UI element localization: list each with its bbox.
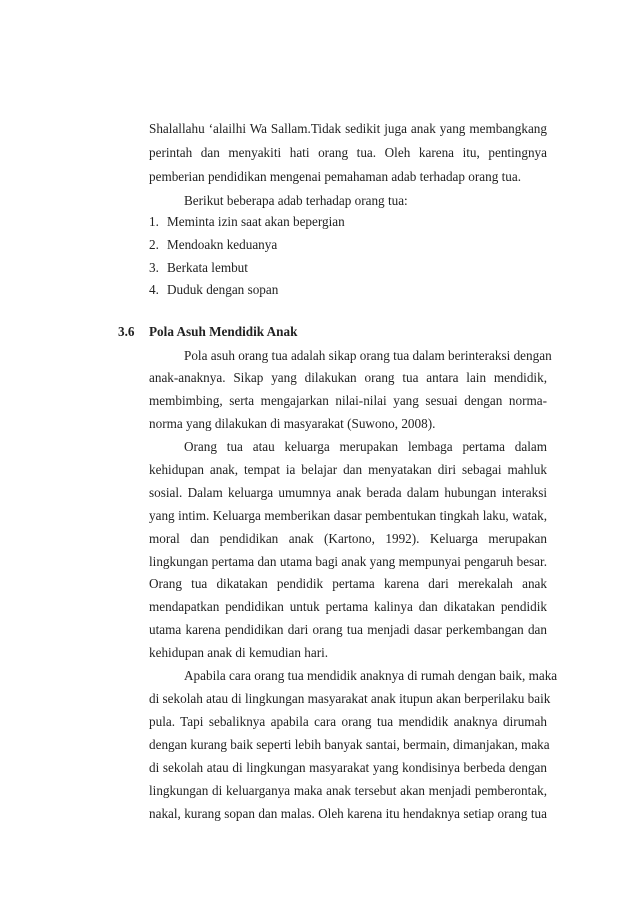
- text-line: Berikut beberapa adab terhadap orang tua:: [184, 193, 408, 208]
- text-line: dengan kurang baik seperti lebih banyak santai, bermain, dimanjakan, maka: [149, 737, 550, 752]
- list-item-text: Duduk dengan sopan: [167, 282, 279, 297]
- text-line: Apabila cara orang tua mendidik anaknya di rumah dengan baik, maka: [184, 668, 558, 683]
- text-line: Orang tua atau keluarga merupakan lembaga pertama dalam: [184, 439, 547, 454]
- text-line: mendapatkan pendidikan untuk pertama kalinya dan dikatakan pendidik: [149, 599, 547, 614]
- list-item: [149, 280, 547, 300]
- list-item: [149, 258, 547, 278]
- section-title: Pola Asuh Mendidik Anak: [149, 324, 298, 339]
- text-line: Pola asuh orang tua adalah sikap orang tua dalam berinteraksi dengan: [184, 348, 552, 363]
- text-line: yang intim. Keluarga memberikan dasar pembentukan tingkah laku, watak,: [149, 508, 547, 523]
- list-item-number: 1.: [149, 214, 159, 229]
- text-line: nakal, kurang sopan dan malas. Oleh karena itu hendaknya setiap orang tua: [149, 806, 547, 821]
- list-item-number: 3.: [149, 260, 159, 275]
- text-line: Orang tua dikatakan pendidik pertama karena dari merekalah anak: [149, 576, 547, 591]
- list-item: [149, 235, 547, 255]
- text-line: kehidupan anak, tempat ia belajar dan menyatakan diri sebagai mahluk: [149, 462, 547, 477]
- text-line: sosial. Dalam keluarga umumnya anak berada dalam hubungan interaksi: [149, 485, 547, 500]
- list-item-text: Meminta izin saat akan bepergian: [167, 214, 345, 229]
- section-number: 3.6: [118, 324, 135, 339]
- text-line: perintah dan menyakiti hati orang tua. Oleh karena itu, pentingnya: [149, 145, 547, 160]
- text-line: di sekolah atau di lingkungan masyarakat anak itupun akan berperilaku baik: [149, 691, 551, 706]
- text-line: di sekolah atau di lingkungan masyarakat yang kondisinya berbeda dengan: [149, 760, 547, 775]
- list-item-text: Berkata lembut: [167, 260, 248, 275]
- text-line: moral dan pendidikan anak (Kartono, 1992). Keluarga merupakan: [149, 531, 547, 546]
- list-item-number: 2.: [149, 237, 159, 252]
- text-line: utama karena pendidikan dari orang tua menjadi dasar perkembangan dan: [149, 622, 547, 637]
- text-line: lingkungan pertama dan utama bagi anak yang mempunyai pengaruh besar.: [149, 554, 547, 569]
- text-line: membimbing, serta mengajarkan nilai-nilai yang sesuai dengan norma-: [149, 393, 547, 408]
- text-line: anak-anaknya. Sikap yang dilakukan orang tua antara lain mendidik,: [149, 370, 547, 385]
- text-line: pula. Tapi sebaliknya apabila cara orang tua mendidik anaknya dirumah: [149, 714, 547, 729]
- list-item-number: 4.: [149, 282, 159, 297]
- text-line: lingkungan di keluarganya maka anak tersebut akan menjadi pemberontak,: [149, 783, 547, 798]
- text-line: norma yang dilakukan di masyarakat (Suwono, 2008).: [149, 416, 436, 431]
- text-line: pemberian pendidikan mengenai pemahaman adab terhadap orang tua.: [149, 169, 522, 184]
- list-item: [149, 212, 547, 232]
- text-line: Shalallahu ‘alailhi Wa Sallam.Tidak sedikit juga anak yang membangkang: [149, 121, 547, 136]
- text-line: kehidupan anak di kemudian hari.: [149, 645, 329, 660]
- list-item-text: Mendoakn keduanya: [167, 237, 278, 252]
